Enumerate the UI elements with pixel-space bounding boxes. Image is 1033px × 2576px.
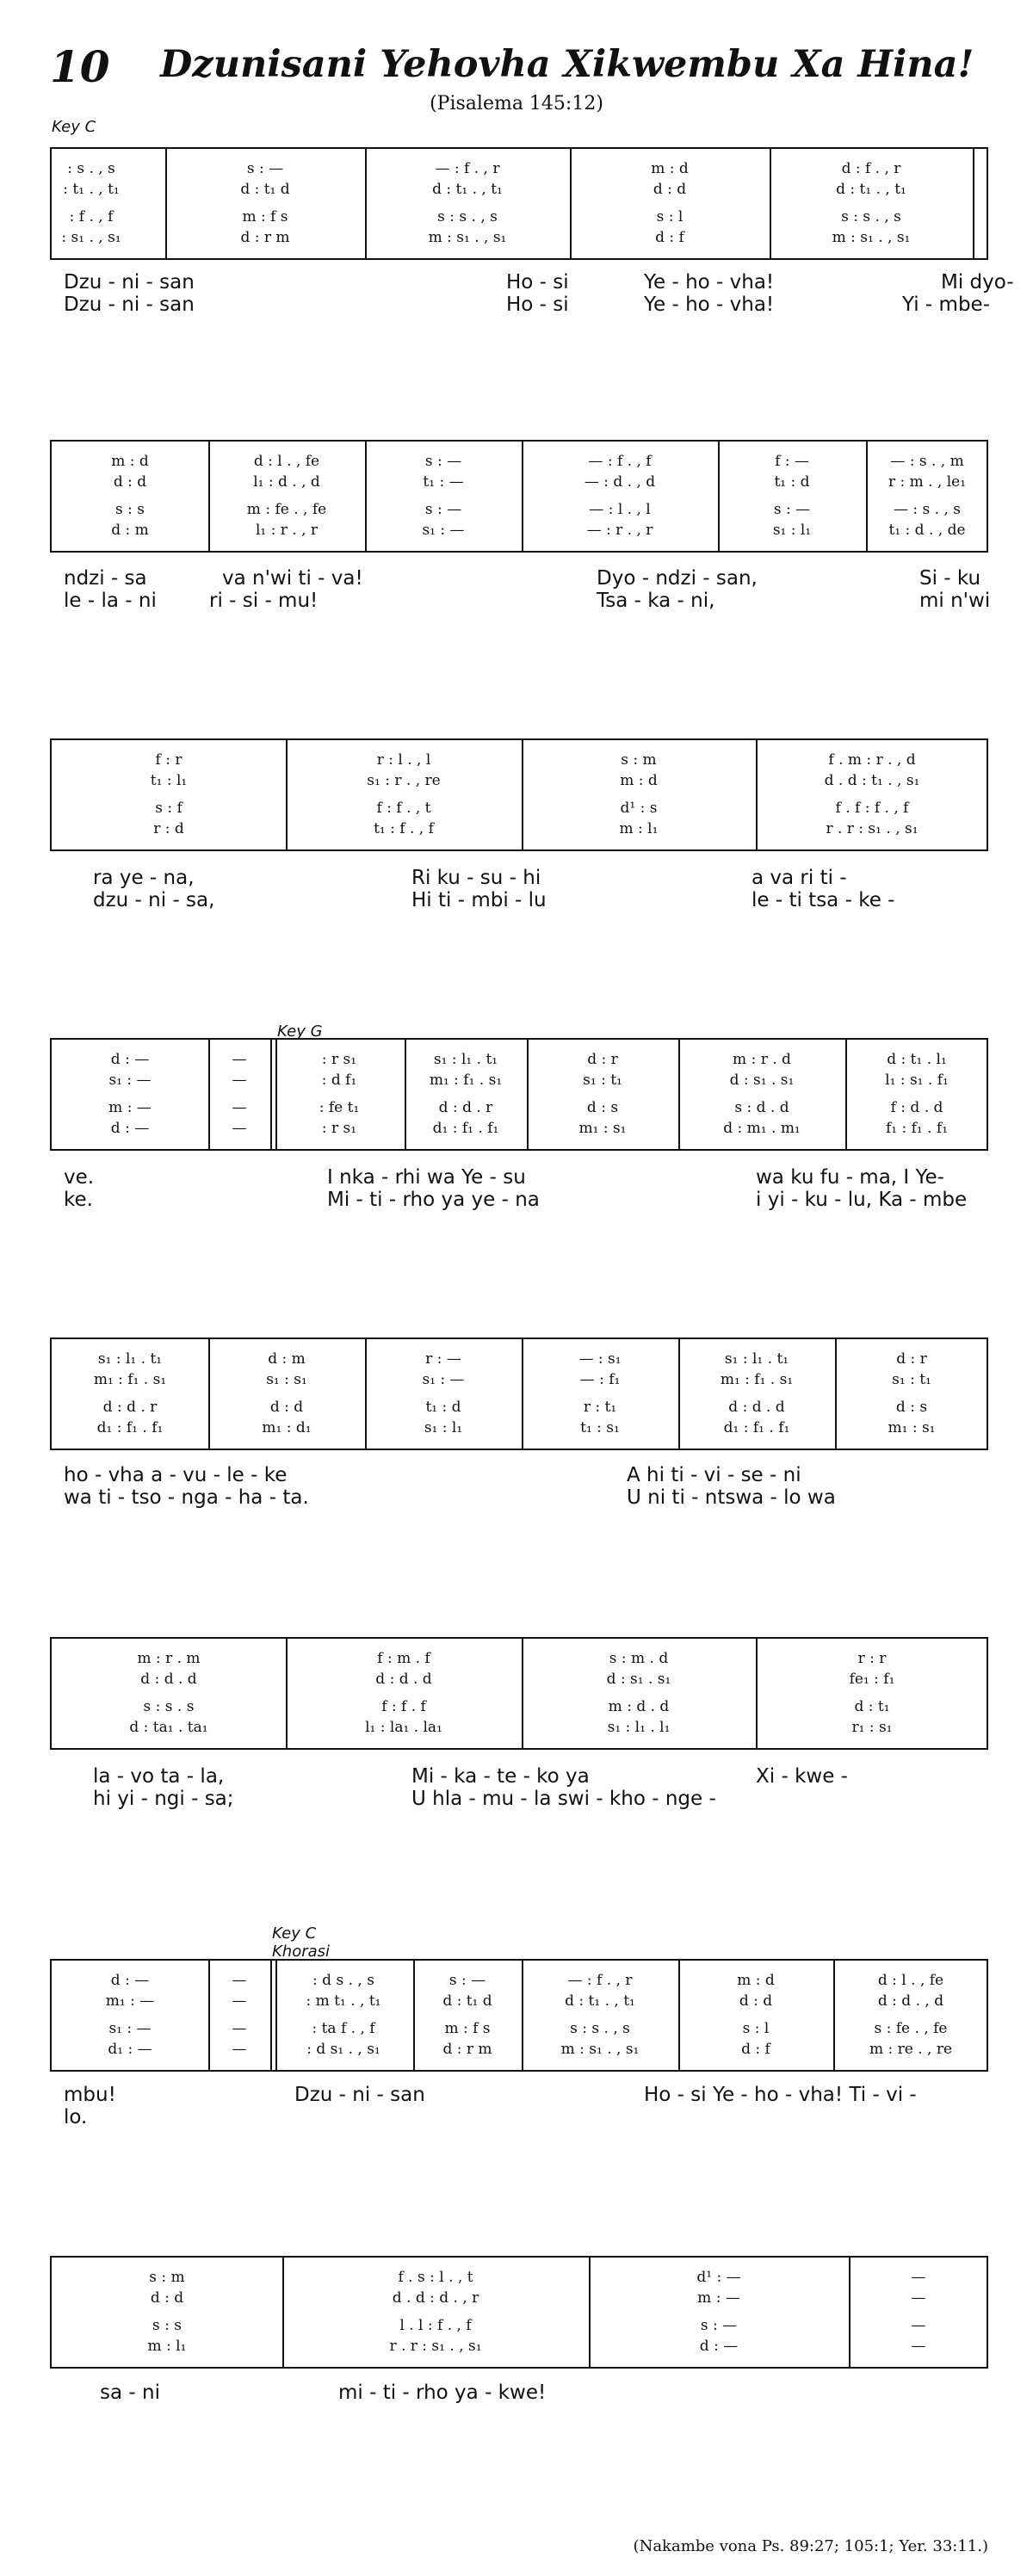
lyric-phrase: ho - vha a - vu - le - ke (64, 1464, 288, 1486)
lyric-line (50, 2381, 988, 2405)
voice-row (52, 1993, 987, 2009)
measure-notes: s : — (424, 453, 462, 470)
footnote: (Nakambe vona Ps. 89:27; 105:1; Yer. 33:11.) (633, 2537, 988, 2555)
voice-row (52, 230, 987, 245)
music-system (50, 440, 988, 553)
voice-row (52, 1699, 987, 1714)
lyric-phrase: Ye - ho - vha! (644, 293, 775, 316)
measure-notes: : t₁ . , t₁ (63, 181, 120, 198)
voice-row (52, 502, 987, 517)
measure-notes: d . d : t₁ . , s₁ (824, 772, 920, 789)
measure-notes: : s₁ . , s₁ (61, 229, 121, 246)
measure-notes: s₁ : l₁ (772, 522, 812, 539)
key-signature: Key C (272, 1924, 317, 1943)
measure-notes: s : — (448, 1972, 486, 1989)
measure-notes: d : d . d (728, 1399, 785, 1416)
measure-notes: d : d (739, 1992, 773, 2010)
music-system (50, 2256, 988, 2369)
measure-notes: m : s₁ . , s₁ (832, 229, 911, 246)
measure-notes: : ta f . , f (312, 2020, 375, 2037)
measure-notes: s : s (152, 2317, 182, 2334)
measure-notes: s : s . s (143, 1698, 195, 1715)
lyric-phrase: Mi dyo- (941, 271, 1014, 293)
measure-notes: m : d . d (608, 1698, 670, 1715)
measure-notes: l₁ : d . , d (253, 473, 320, 491)
measure-notes: s₁ : — (422, 522, 465, 539)
key-signature: Key C (52, 118, 96, 136)
lyric-line (50, 866, 988, 890)
measure-notes: d : t₁ . , t₁ (432, 181, 503, 198)
measure-notes: d : f (655, 229, 684, 246)
voice-row (52, 752, 987, 768)
lyric-phrase: ndzi - sa (64, 567, 147, 590)
measure-notes: f : m . f (377, 1650, 430, 1667)
voice-row (52, 1100, 987, 1115)
voice-row (52, 1351, 987, 1367)
measure-notes: m : d (651, 160, 689, 177)
voice-row (52, 1399, 987, 1415)
measure-notes: : d s . , s (312, 1972, 374, 1989)
lyric-phrase: ke. (64, 1189, 93, 1211)
measure-notes: d¹ : — (696, 2269, 741, 2286)
key-signature: Key G (277, 1022, 323, 1041)
measure-notes: : f . , f (69, 208, 114, 225)
measure-notes: d¹ : s (620, 800, 658, 817)
measure-notes: — : f₁ (579, 1371, 621, 1388)
lyric-line (50, 293, 988, 317)
measure-notes: m₁ : f₁ . s₁ (93, 1371, 167, 1388)
measure-notes: m : re . , re (869, 2041, 953, 2058)
lyric-phrase: va n'wi ti - va! (222, 567, 363, 590)
measure-notes: m : r . m (137, 1650, 201, 1667)
measure-notes: d : m (268, 1350, 306, 1368)
lyric-phrase: Si - ku (919, 567, 981, 590)
lyric-phrase: U hla - mu - la swi - kho - nge - (411, 1788, 716, 1810)
measure-notes: d : t₁ . , t₁ (836, 181, 906, 198)
lyric-phrase: A hi ti - vi - se - ni (627, 1464, 801, 1486)
voice-row (52, 2021, 987, 2036)
measure-notes: — : f . , f (588, 453, 652, 470)
lyric-phrase: le - ti tsa - ke - (752, 889, 895, 911)
music-system (50, 1959, 988, 2072)
lyric-line (50, 566, 988, 590)
lyric-phrase: ra ye - na, (93, 867, 195, 889)
measure-notes: s : s (115, 501, 145, 518)
measure-notes: s : — (424, 501, 462, 518)
measure-notes: — (911, 2317, 926, 2334)
voice-row (52, 209, 987, 225)
lyric-phrase: hi yi - ngi - sa; (93, 1788, 234, 1810)
lyric-phrase: Ri ku - su - hi (411, 867, 541, 889)
voice-row (52, 161, 987, 176)
voice-row (52, 474, 987, 490)
lyric-line (50, 2105, 988, 2129)
music-system (50, 738, 988, 851)
measure-notes: d : f . , r (841, 160, 901, 177)
lyric-phrase: U ni ti - ntswa - lo wa (627, 1486, 836, 1509)
voice-row (52, 1671, 987, 1687)
lyric-phrase: Dzu - ni - san (294, 2084, 425, 2106)
measure-notes: d : t₁ d (240, 181, 290, 198)
measure-notes: d : t₁ d (442, 1992, 492, 2010)
measure-notes: — (232, 2020, 247, 2037)
measure-notes: d : — (699, 2338, 739, 2355)
measure-notes: d₁ : — (108, 2041, 152, 2058)
measure-notes: m : d (620, 772, 658, 789)
measure-notes: s₁ : — (108, 2020, 152, 2037)
measure-notes: : r s₁ (321, 1120, 357, 1137)
measure-notes: d : s (895, 1399, 928, 1416)
measure-notes: s : l (656, 208, 684, 225)
music-system (50, 147, 988, 260)
measure-notes: t₁ : d (774, 473, 810, 491)
lyric-phrase: lo. (64, 2106, 88, 2128)
lyric-line (50, 1486, 988, 1510)
lyric-phrase: Ho - si (506, 271, 569, 293)
lyric-phrase: dzu - ni - sa, (93, 889, 215, 911)
measure-notes: d : m (111, 522, 149, 539)
measure-notes: d : d (150, 2289, 184, 2307)
measure-notes: f : — (775, 453, 809, 470)
measure-notes: m : — (697, 2289, 740, 2307)
hymn-subtitle: (Pisalema 145:12) (430, 93, 603, 114)
lyric-phrase: sa - ni (100, 2381, 160, 2404)
lyric-phrase: Hi ti - mbi - lu (411, 889, 547, 911)
voice-row (52, 1121, 987, 1136)
measure-notes: m₁ : s₁ (578, 1120, 627, 1137)
lyric-phrase: a va ri ti - (752, 867, 847, 889)
measure-notes: s₁ : l₁ (424, 1419, 463, 1436)
lyric-phrase: mi - ti - rho ya - kwe! (338, 2381, 547, 2404)
measure-notes: m : r . d (733, 1051, 791, 1068)
measure-notes: s : d . d (734, 1099, 789, 1116)
measure-notes: — : s₁ (578, 1350, 622, 1368)
lyric-phrase: Mi - ka - te - ko ya (411, 1765, 590, 1788)
lyric-line (50, 589, 991, 613)
measure-notes: s₁ : — (422, 1371, 465, 1388)
measure-notes: : m t₁ . , t₁ (306, 1992, 381, 2010)
music-system (50, 1038, 988, 1151)
voice-row (52, 821, 987, 837)
measure-notes: r : — (425, 1350, 461, 1368)
measure-notes: d : — (110, 1972, 150, 1989)
measure-notes: m : l₁ (147, 2338, 187, 2355)
measure-notes: t₁ : d . , de (888, 522, 966, 539)
voice-row (52, 182, 987, 197)
lyric-phrase: Ye - ho - vha! (644, 271, 775, 293)
measure-notes: — : l . , l (589, 501, 651, 518)
voice-row (52, 1072, 987, 1088)
measure-notes: d : s₁ . s₁ (606, 1671, 671, 1688)
voice-row (52, 1720, 987, 1735)
measure-notes: s₁ : l₁ . t₁ (724, 1350, 789, 1368)
measure-notes: d : t₁ . , t₁ (565, 1992, 635, 2010)
measure-notes: — (232, 1072, 247, 1089)
lyric-line (50, 1463, 988, 1487)
voice-row (52, 773, 987, 788)
measure-notes: f : f . f (381, 1698, 426, 1715)
measure-notes: s : m (149, 2269, 185, 2286)
measure-notes: m₁ : d₁ (262, 1419, 312, 1436)
measure-notes: s₁ : t₁ (583, 1072, 622, 1089)
measure-notes: m : — (108, 1099, 152, 1116)
lyric-line (50, 1165, 988, 1189)
measure-notes: r . r : s₁ . , s₁ (826, 820, 919, 837)
lyric-phrase: ri - si - mu! (209, 590, 319, 612)
hymn-title: Dzunisani Yehovha Xikwembu Xa Hina! (160, 43, 974, 86)
measure-notes: r : l . , l (376, 751, 431, 769)
measure-notes: m : s₁ . , s₁ (428, 229, 507, 246)
measure-notes: d : r m (240, 229, 290, 246)
measure-notes: — (232, 1099, 247, 1116)
measure-notes: d : r (896, 1350, 927, 1368)
measure-notes: — (232, 1120, 247, 1137)
measure-notes: m : d (737, 1972, 775, 1989)
lyric-phrase: Dzu - ni - san (64, 293, 195, 316)
measure-notes: s₁ : l₁ . t₁ (97, 1350, 163, 1368)
measure-notes: s₁ : s₁ (266, 1371, 307, 1388)
measure-notes: d₁ : f₁ . f₁ (723, 1419, 790, 1436)
measure-notes: f . f : f . , f (835, 800, 909, 817)
measure-notes: d : d . d (375, 1671, 432, 1688)
measure-notes: f₁ : f₁ . f₁ (885, 1120, 949, 1137)
measure-notes: : fe t₁ (319, 1099, 360, 1116)
measure-notes: d : s₁ . s₁ (729, 1072, 795, 1089)
lyric-phrase: le - la - ni (64, 590, 157, 612)
measure-notes: m₁ : — (105, 1992, 155, 2010)
measure-notes: m : d (111, 453, 149, 470)
measure-notes: s : s . , s (437, 208, 498, 225)
measure-notes: m₁ : f₁ . s₁ (720, 1371, 794, 1388)
measure-notes: s : s . , s (841, 208, 901, 225)
lyric-phrase: wa ti - tso - nga - ha - ta. (64, 1486, 309, 1509)
measure-notes: f : f . , t (376, 800, 431, 817)
measure-notes: d : — (110, 1120, 150, 1137)
lyric-phrase: Dyo - ndzi - san, (597, 567, 758, 590)
measure-notes: — (232, 1051, 247, 1068)
measure-notes: f . s : l . , t (398, 2269, 473, 2286)
measure-notes: d₁ : f₁ . f₁ (96, 1419, 164, 1436)
measure-notes: d : r (587, 1051, 618, 1068)
hymn-number: 10 (50, 41, 110, 92)
measure-notes: d : d . , d (877, 1992, 944, 2010)
measure-notes: fe₁ : f₁ (849, 1671, 895, 1688)
voice-row (52, 1372, 987, 1387)
voice-row (52, 1052, 987, 1067)
measure-notes: m : s₁ . , s₁ (560, 2041, 640, 2058)
measure-notes: d : r m (442, 2041, 492, 2058)
measure-notes: m₁ : f₁ . s₁ (429, 1072, 503, 1089)
measure-notes: d : d (269, 1399, 304, 1416)
measure-notes: l₁ : s₁ . f₁ (885, 1072, 949, 1089)
measure-notes: m : f s (444, 2020, 491, 2037)
lyric-line (50, 1188, 988, 1212)
measure-notes: d : l . , fe (253, 453, 320, 470)
lyric-phrase: Mi - ti - rho ya ye - na (327, 1189, 540, 1211)
measure-notes: m : l₁ (619, 820, 659, 837)
music-system (50, 1337, 988, 1450)
measure-notes: — (232, 1992, 247, 2010)
lyric-line (50, 1787, 988, 1811)
lyric-phrase: I nka - rhi wa Ye - su (327, 1166, 526, 1189)
measure-notes: d : m₁ . m₁ (723, 1120, 801, 1137)
measure-notes: l₁ : la₁ . la₁ (365, 1719, 442, 1736)
voice-row (52, 2270, 987, 2285)
measure-notes: — (232, 1972, 247, 1989)
lyric-phrase: wa ku fu - ma, I Ye- (756, 1166, 944, 1189)
lyric-phrase: Tsa - ka - ni, (597, 590, 715, 612)
measure-notes: s : — (700, 2317, 738, 2334)
measure-notes: s₁ : t₁ (892, 1371, 931, 1388)
measure-notes: d . d : d . , r (392, 2289, 479, 2307)
measure-notes: m₁ : s₁ (888, 1419, 936, 1436)
measure-notes: t₁ : — (423, 473, 464, 491)
measure-notes: — (911, 2338, 926, 2355)
measure-notes: s : — (246, 160, 284, 177)
measure-notes: — : s . , s (893, 501, 961, 518)
measure-notes: d : ta₁ . ta₁ (129, 1719, 208, 1736)
measure-notes: d : d (653, 181, 687, 198)
voice-row (52, 1973, 987, 1988)
lyric-phrase: ve. (64, 1166, 95, 1189)
measure-notes: d : l . , fe (877, 1972, 944, 1989)
voice-row (52, 522, 987, 538)
measure-notes: r₁ : s₁ (851, 1719, 893, 1736)
measure-notes: s₁ : l₁ . t₁ (433, 1051, 498, 1068)
lyric-phrase: Xi - kwe - (756, 1765, 848, 1788)
voice-row (52, 1651, 987, 1666)
voice-row (52, 2042, 987, 2057)
voice-row (52, 800, 987, 816)
measure-notes: — : f . , r (435, 160, 500, 177)
measure-notes: : r s₁ (321, 1051, 357, 1068)
measure-notes: r : r (857, 1650, 887, 1667)
lyric-line (50, 1764, 988, 1788)
measure-notes: d : — (110, 1051, 150, 1068)
voice-row (52, 454, 987, 469)
measure-notes: t₁ : s₁ (580, 1419, 620, 1436)
measure-notes: d : t₁ (854, 1698, 890, 1715)
voice-row (52, 2290, 987, 2306)
lyric-line (50, 270, 1014, 294)
measure-notes: d : f (741, 2041, 770, 2058)
measure-notes: s₁ : — (108, 1072, 152, 1089)
measure-notes: l₁ : r . , r (255, 522, 319, 539)
measure-notes: — : s . , m (890, 453, 964, 470)
measure-notes: — : f . , r (567, 1972, 633, 1989)
measure-notes: s : s . , s (570, 2020, 630, 2037)
measure-notes: t₁ : f . , f (374, 820, 434, 837)
measure-notes: : d s₁ . , s₁ (306, 2041, 380, 2058)
measure-notes: s₁ : r . , re (367, 772, 441, 789)
measure-notes: s : m . d (609, 1650, 669, 1667)
measure-notes: s : f (155, 800, 182, 817)
lyric-line (50, 2083, 988, 2107)
measure-notes: s : — (773, 501, 811, 518)
measure-notes: — : r . , r (586, 522, 653, 539)
lyric-phrase: Ho - si Ye - ho - vha! Ti - vi - (644, 2084, 917, 2106)
voice-row (52, 2318, 987, 2333)
measure-notes: s : m (621, 751, 657, 769)
music-system (50, 1637, 988, 1750)
measure-notes: s₁ : l₁ . l₁ (607, 1719, 671, 1736)
lyric-line (50, 888, 988, 912)
lyric-phrase: la - vo ta - la, (93, 1765, 225, 1788)
measure-notes: l . l : f . , f (399, 2317, 472, 2334)
measure-notes: r . r : s₁ . , s₁ (389, 2338, 482, 2355)
measure-notes: r : m . , le₁ (888, 473, 967, 491)
measure-notes: d : t₁ . l₁ (887, 1051, 947, 1068)
measure-notes: m : f s (242, 208, 288, 225)
measure-notes: — : d . , d (584, 473, 656, 491)
measure-notes: f : d . d (890, 1099, 943, 1116)
measure-notes: s : l (742, 2020, 770, 2037)
measure-notes: f . m : r . , d (828, 751, 916, 769)
measure-notes: r : d (153, 820, 184, 837)
lyric-phrase: Dzu - ni - san (64, 271, 195, 293)
measure-notes: : s . , s (67, 160, 115, 177)
measure-notes: r : t₁ (583, 1399, 617, 1416)
measure-notes: d : d . d (140, 1671, 197, 1688)
measure-notes: f : r (155, 751, 182, 769)
measure-notes: d : d . r (102, 1399, 158, 1416)
measure-notes: : d f₁ (321, 1072, 357, 1089)
voice-row (52, 1420, 987, 1436)
measure-notes: t₁ : l₁ (150, 772, 188, 789)
measure-notes: m : fe . , fe (246, 501, 327, 518)
measure-notes: d : s (586, 1099, 619, 1116)
lyric-phrase: Ho - si (506, 293, 569, 316)
chorus-label: Khorasi (272, 1943, 331, 1961)
measure-notes: t₁ : d (425, 1399, 461, 1416)
lyric-phrase: Yi - mbe- (902, 293, 990, 316)
measure-notes: d : d . r (438, 1099, 493, 1116)
voice-row (52, 2338, 987, 2354)
lyric-phrase: mbu! (64, 2084, 116, 2106)
lyric-phrase: mi n'wi (919, 590, 991, 612)
measure-notes: — (911, 2269, 926, 2286)
measure-notes: d₁ : f₁ . f₁ (432, 1120, 499, 1137)
measure-notes: — (911, 2289, 926, 2307)
measure-notes: — (232, 2041, 247, 2058)
measure-notes: s : fe . , fe (874, 2020, 948, 2037)
lyric-phrase: i yi - ku - lu, Ka - mbe (756, 1189, 968, 1211)
measure-notes: d : d (113, 473, 147, 491)
